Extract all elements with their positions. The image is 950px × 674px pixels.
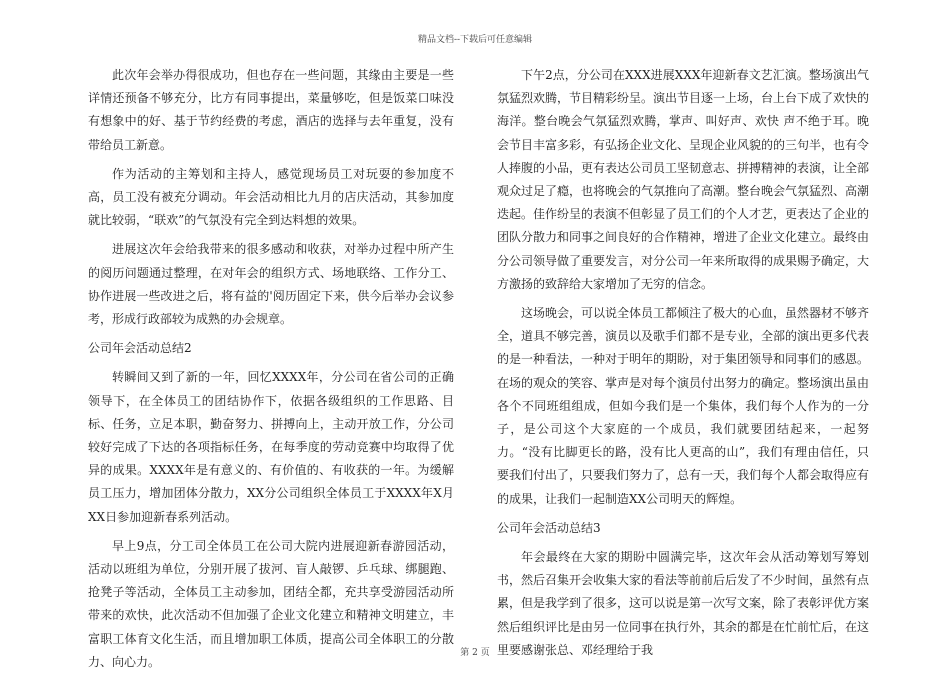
paragraph-morning-activities: 早上9点，分工司全体员工在公司大院内进展迎新春游园活动，活动以班组为单位，分别开展了拔河、盲人敲锣、乒乓球、绑腿跑、抢凳子等活动，全体员工主动参加，团结全都，充共享受游园活动所带来的欢快，此次活动不但加强了企业文化建立和精神文明建立，丰富职工体育文化生活，而且增加职工体质，提高公司全体职工的分散力、向心力。	[88, 538, 454, 669]
page-number: 第 2 页	[460, 648, 490, 658]
paragraph-improvements: 进展这次年会给我带来的很多感动和收获，对举办过程中所产生的阅历问题通过整理，在对年会的组织方式、场地联络、工作分工、协作进展一些改进之后，将有益的'阅历固定下来，供今后举办会议参考，形成行政部较为成熟的办会规章。	[88, 242, 454, 327]
left-column	[88, 64, 454, 674]
section-heading-2: 公司年会活动总结2	[88, 341, 192, 356]
paragraph-issues: 此次年会举办得很成功，但也存在一些问题，其缘由主要是一些详情还预备不够充分，比方有同事提出，菜量够吃，但是饭菜口味没有想象中的好、基于节约经费的考虑，酒店的选择与去年重复，没有带给员工新意。	[88, 68, 454, 152]
right-column	[497, 64, 869, 662]
paragraph-host-reflection: 作为活动的主筹划和主持人，感觉现场员工对玩耍的参加度不高，员工没有被充分调动。年会活动相比九月的店庆活动，其参加度就比较弱，“联欢”的气氛没有完全到达料想的效果。	[88, 166, 454, 228]
paragraph-year-review: 转瞬间又到了新的一年，回忆XXXX年，分公司在省公司的正确领导下，在全体员工的团结协作下，依据各级组织的工作思路、目标、任务，立足本职，勤奋努力、拼搏向上，主动开放工作，分公司较好完成了下达的各项指标任务，在每季度的劳动竞赛中均取得了优异的成果。XXXX年是有意义的、有价值的、有收获的一年。为缓解员工压力，增加团体分散力，XX分公司组织全体员工于XXXX年X月XX日参加迎新春系列活动。	[88, 370, 454, 524]
page-header: 精品文档--下载后可任意编辑	[417, 35, 533, 45]
paragraph-evening-reflection: 这场晚会，可以说全体员工都倾注了极大的心血，虽然器材不够齐全，道具不够完善，演员以及歌手们都不是专业，全部的演出更多代表的是一种看法，一种对于明年的期盼，对于集团领导和同事们的感恩。在场的观众的笑容、掌声是对每个演员付出努力的确定。整场演出虽由各个不同班组组成，但如今我们是一个集体，我们每个人作为的一分子，是公司这个大家庭的一个成员，我们就要团结起来，一起努力。“没有比脚更长的路，没有比人更高的山”，我们有理由信任，只要我们付出了，只要我们努力了，总有一天，我们每个人都会取得应有的成果，让我们一起制造XX公司明天的辉煌。	[497, 306, 870, 506]
section-heading-3: 公司年会活动总结3	[497, 520, 601, 535]
paragraph-summary-3: 年会最终在大家的期盼中圆满完毕，这次年会从活动筹划写筹划书，然后召集开会收集大家的看法等前前后后发了不少时间，虽然有点累，但是我学到了很多，这可以说是第一次写文案，除了表彰评优方案然后组织评比是由另一位同事在执行外，其余的都是在忙前忙后，在这里要感谢张总、邓经理给于我	[497, 550, 870, 657]
paragraph-afternoon-show: 下午2点，分公司在XXX进展XXX年迎新春文艺汇演。整场演出气氛猛烈欢腾，节目精彩纷呈。演出节目逐一上场，台上台下成了欢快的海洋。整台晚会气氛猛烈欢腾，掌声、叫好声、欢快 声不绝于耳。晚会节目丰富多彩，有弘扬企业文化、呈现企业风貌的的三句半，也有令人捧腹的小品，更有表达公司员工坚韧意志、拼搏精神的表演，让全部观众过足了瘾，也将晚会的气氛推向了高潮。整台晚会气氛猛烈、高潮迭起。佳作纷呈的表演不但彰显了员工们的个人才艺，更表达了企业的团队分散力和同事之间良好的合作精神，增进了企业文化建立。最终由分公司领导做了重要发言，对分公司一年来所取得的成果赐予确定，大方激扬的致辞给大家增加了无穷的信念。	[497, 68, 870, 291]
